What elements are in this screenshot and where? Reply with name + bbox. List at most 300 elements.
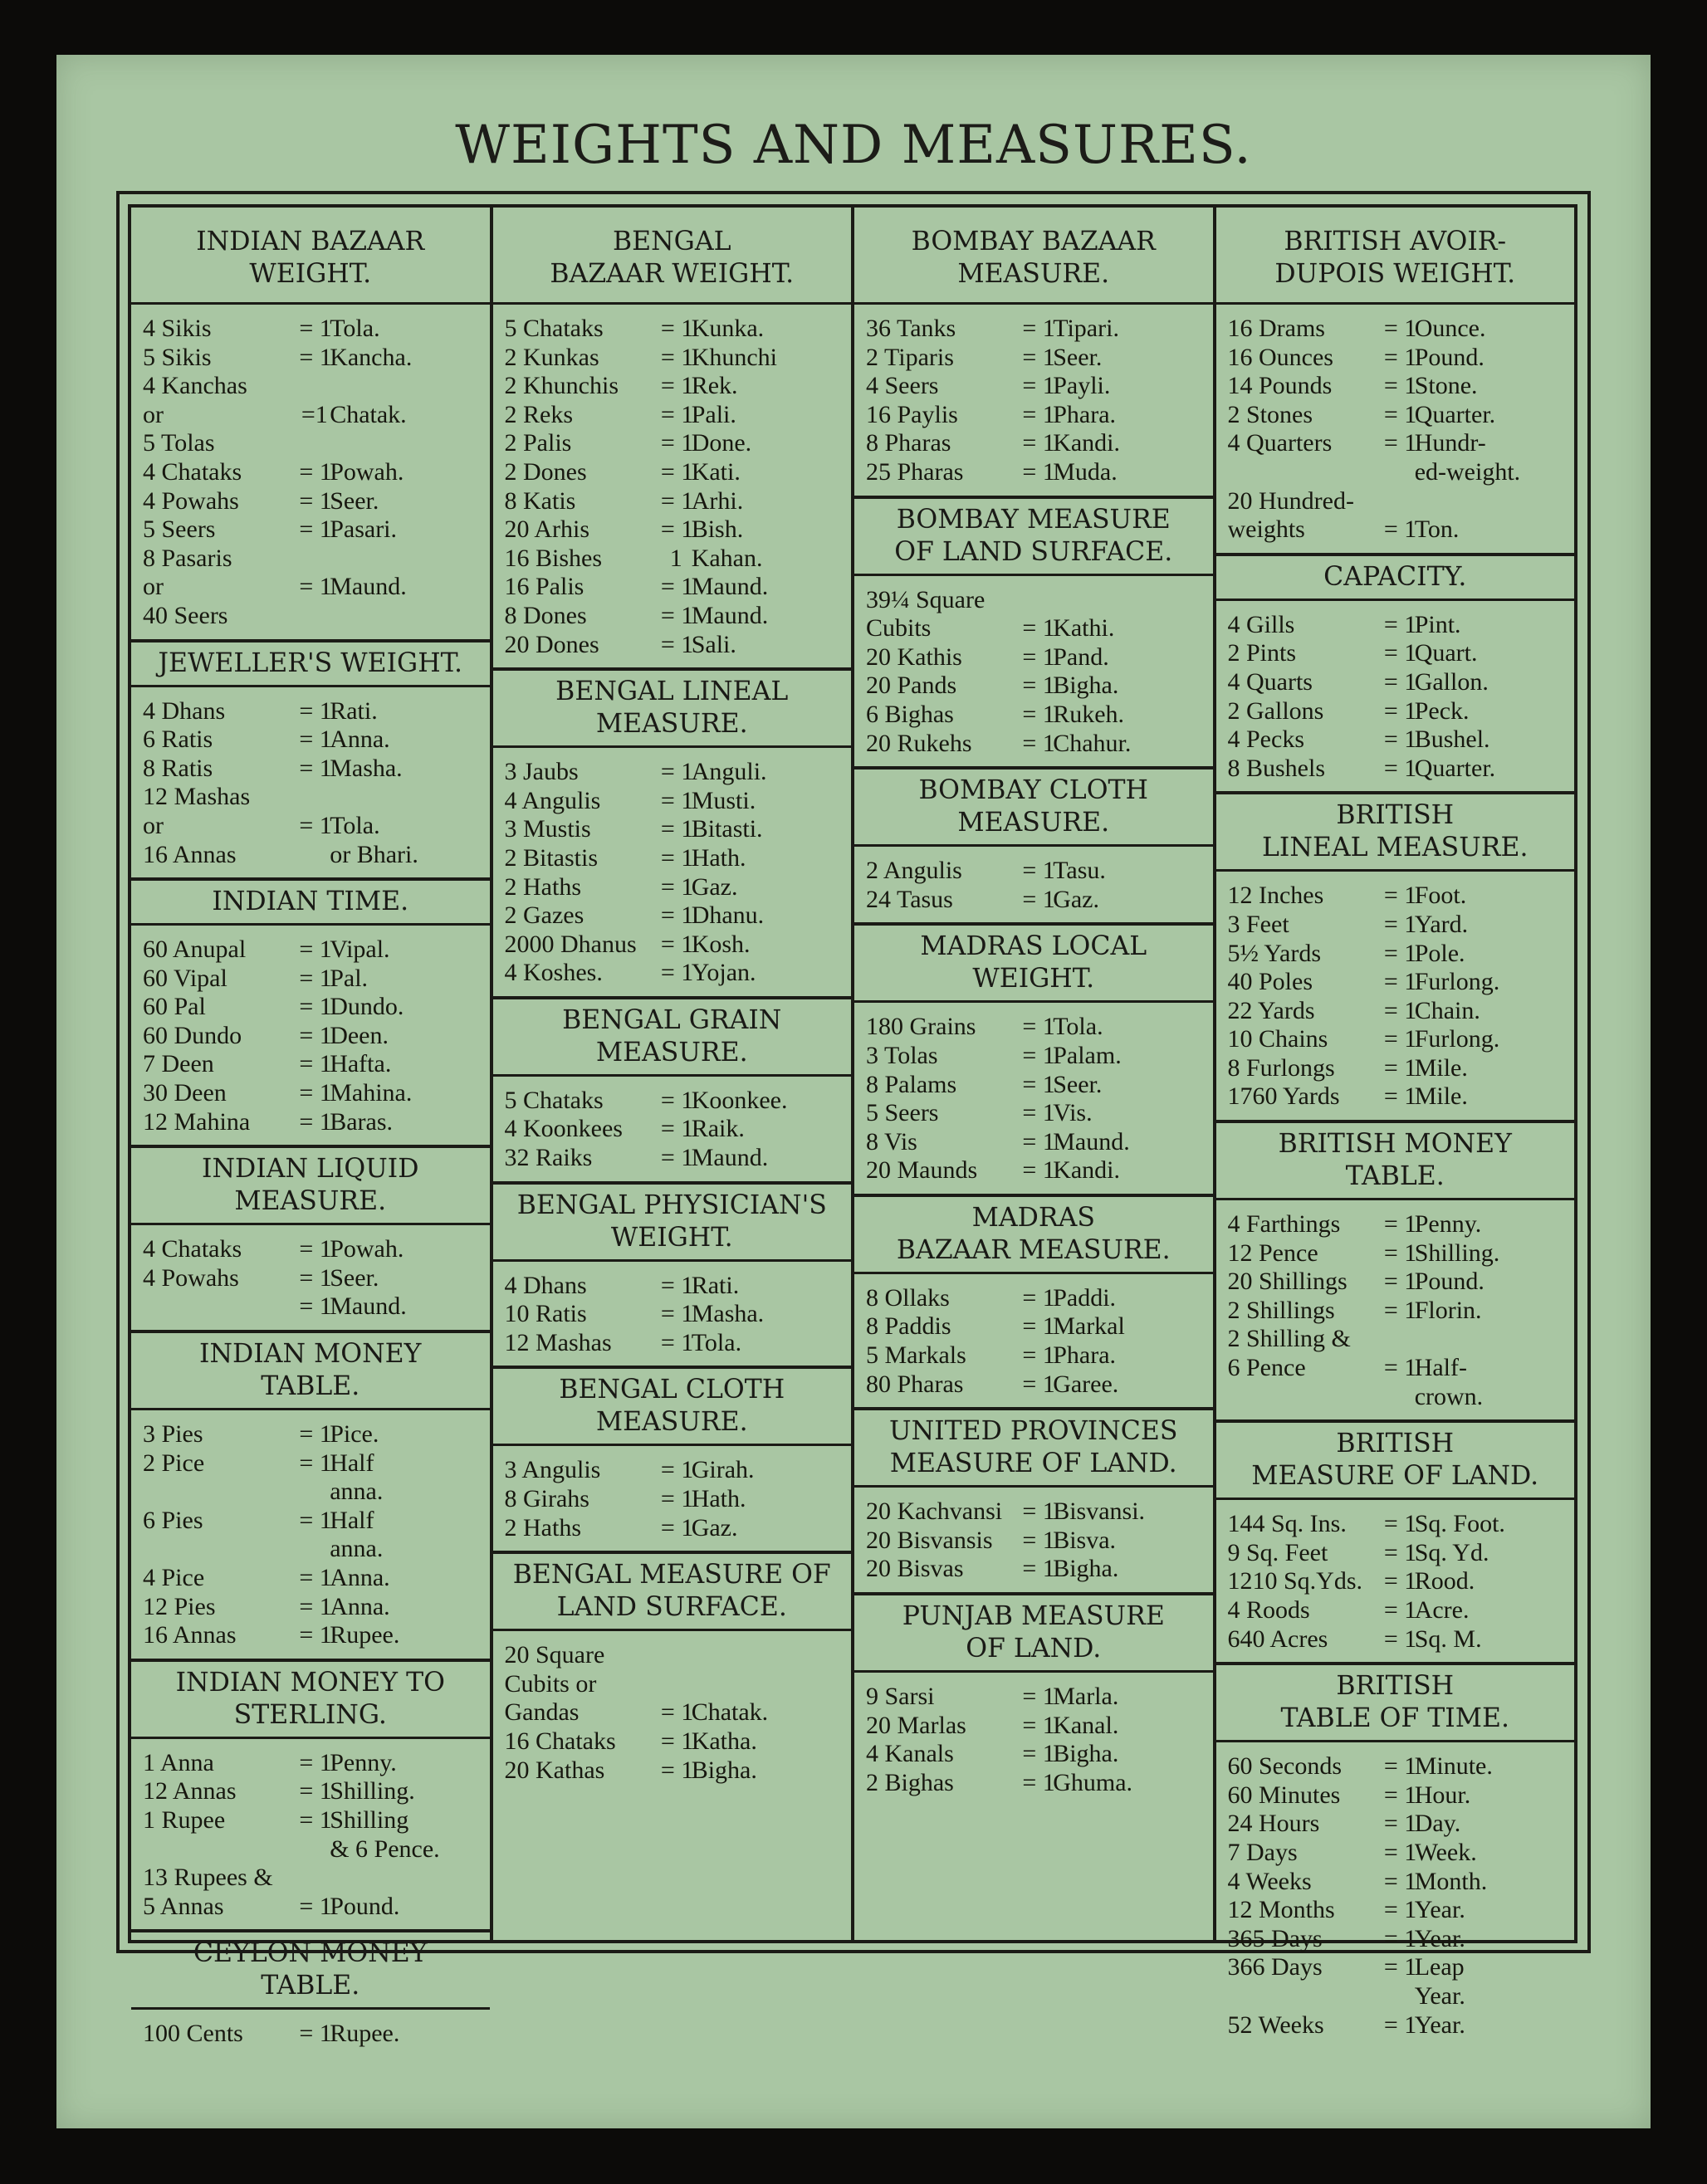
table-row — [866, 401, 1206, 430]
row-quantity: 2 Pints — [1227, 639, 1297, 667]
row-unit: Done. — [691, 429, 752, 457]
row-unit — [1053, 586, 1206, 615]
table-body — [854, 576, 1213, 770]
table-row — [866, 1099, 1206, 1128]
row-equals: = 1 — [660, 872, 694, 901]
table-row — [1228, 997, 1568, 1026]
table-header-line: BENGAL GRAIN — [562, 1004, 782, 1035]
row-equals: = 1 — [1383, 429, 1417, 457]
row-quantity: 12 Mahina — [143, 1107, 251, 1136]
table-body — [1216, 1742, 1575, 2048]
page-title: WEIGHTS AND MEASURES. — [455, 115, 1252, 176]
table-row — [143, 1806, 483, 1835]
row-quantity: 6 Pence — [1227, 1354, 1306, 1382]
row-quantity: or — [143, 811, 164, 839]
table-header — [1216, 556, 1575, 601]
table-row — [1228, 639, 1568, 668]
row-equals: = 1 — [1383, 1596, 1417, 1624]
row-quantity: 2 Gazes — [504, 901, 584, 930]
row-quantity: 60 Anupal — [143, 936, 247, 964]
row-quantity: 4 Chataks — [143, 1235, 242, 1263]
table-row — [1228, 1325, 1568, 1354]
row-quantity: 5 Chataks — [504, 1086, 604, 1114]
measure-table — [1216, 208, 1575, 556]
row-unit — [1415, 1325, 1568, 1354]
row-quantity: 8 Paddis — [866, 1312, 951, 1341]
row-equals: = 1 — [660, 1756, 694, 1784]
row-quantity: 2 Palis — [504, 429, 572, 457]
row-unit: Yard. — [1414, 910, 1469, 938]
row-equals — [299, 841, 330, 870]
row-unit: Kunka. — [691, 315, 765, 342]
row-quantity: 20 Rukehs — [866, 729, 972, 757]
row-quantity: 12 Pence — [1227, 1239, 1318, 1267]
row-quantity: 20 Square — [504, 1641, 605, 1669]
row-unit: Masha. — [330, 754, 403, 782]
row-unit: Year. — [1414, 1981, 1465, 2010]
table-header — [493, 1369, 852, 1446]
row-unit: Bigha. — [691, 1756, 757, 1784]
row-equals: = 1 — [1022, 1041, 1055, 1069]
row-equals — [1384, 1325, 1415, 1354]
table-row — [143, 1449, 483, 1478]
row-unit: Markal — [1053, 1312, 1125, 1341]
row-equals: = 1 — [1022, 343, 1055, 371]
table-row — [143, 783, 483, 812]
table-row — [1228, 1982, 1568, 2011]
row-equals: = 1 — [1022, 729, 1055, 757]
table-row — [866, 672, 1206, 701]
table-row — [143, 344, 483, 373]
row-equals — [661, 1670, 692, 1699]
row-equals: = 1 — [1383, 1924, 1417, 1952]
row-unit: Ounce. — [1414, 315, 1486, 342]
row-quantity: 4 Pecks — [1227, 726, 1304, 754]
table-header-line: WEIGHT. — [972, 964, 1095, 994]
row-quantity: 32 Raiks — [504, 1144, 593, 1172]
row-quantity: Gandas — [504, 1698, 580, 1727]
table-header-line: BRITISH — [1336, 800, 1455, 831]
table-row — [866, 1370, 1206, 1400]
row-quantity: 20 Shillings — [1227, 1268, 1348, 1296]
row-quantity: 8 Bushels — [1227, 754, 1326, 782]
row-quantity: 1 Rupee — [143, 1805, 226, 1834]
table-header-line: MEASURE. — [957, 808, 1110, 838]
table-row — [143, 602, 483, 631]
row-quantity: 24 Tasus — [866, 885, 953, 913]
row-unit: & 6 Pence. — [330, 1835, 440, 1863]
table-body — [1216, 872, 1575, 1123]
row-equals: = 1 — [1383, 1053, 1417, 1082]
row-quantity: 3 Feet — [1227, 910, 1289, 938]
row-unit: Minute. — [1414, 1752, 1493, 1781]
table-row — [143, 965, 483, 994]
measure-table — [131, 1333, 490, 1662]
row-quantity: 4 Pice — [143, 1564, 205, 1591]
row-unit: Furlong. — [1414, 968, 1500, 996]
table-header — [1216, 1423, 1575, 1500]
table-header — [854, 208, 1213, 305]
row-unit: crown. — [1414, 1382, 1484, 1410]
row-quantity: 1 Anna — [143, 1748, 214, 1776]
table-header-line: MEASURE OF LAND. — [1251, 1461, 1539, 1492]
row-quantity: 12 Months — [1227, 1896, 1335, 1924]
table-row — [866, 344, 1206, 373]
row-quantity: 4 Koonkees — [504, 1115, 623, 1143]
row-equals: = 1 — [1383, 1810, 1417, 1838]
row-unit: ed-weight. — [1414, 457, 1521, 486]
table-row — [1228, 2011, 1568, 2040]
table-row — [143, 755, 483, 784]
table-row — [143, 1535, 483, 1564]
row-unit — [330, 429, 482, 458]
row-unit: Quart. — [1414, 639, 1478, 667]
measures-grid — [128, 204, 1577, 2048]
table-row — [505, 487, 845, 516]
table-row — [505, 758, 845, 787]
row-quantity: 4 Sikis — [143, 315, 212, 342]
row-unit: anna. — [330, 1478, 384, 1506]
row-equals: = 1 — [1383, 996, 1417, 1024]
table-header-line: CEYLON MONEY — [193, 1938, 428, 1969]
row-equals — [299, 783, 330, 812]
row-equals: = 1 — [1022, 315, 1055, 342]
table-row — [1228, 1868, 1568, 1897]
table-body — [493, 748, 852, 999]
row-equals: = 1 — [1383, 1296, 1417, 1324]
row-unit: Koonkee. — [691, 1086, 788, 1114]
row-equals: = 1 — [1022, 1370, 1055, 1398]
row-equals: = 1 — [299, 1748, 332, 1776]
row-equals: = 1 — [1022, 457, 1055, 486]
table-row — [143, 1264, 483, 1293]
table-row — [1228, 697, 1568, 726]
row-quantity: 8 Ratis — [143, 754, 213, 782]
table-row — [866, 1312, 1206, 1341]
row-quantity: 20 Dones — [504, 630, 599, 658]
table-row — [505, 959, 845, 988]
row-unit: Vis. — [1053, 1099, 1093, 1127]
row-quantity: 5 Markals — [866, 1341, 966, 1370]
row-equals: = 1 — [299, 573, 332, 601]
table-header — [493, 1185, 852, 1262]
table-header-line: INDIAN MONEY — [199, 1339, 422, 1370]
row-equals: = 1 — [299, 1079, 332, 1107]
row-quantity: 5 Chataks — [504, 315, 604, 342]
row-quantity: 13 Rupees & — [143, 1864, 273, 1892]
row-equals: = 1 — [1022, 1683, 1055, 1711]
table-row — [505, 515, 845, 545]
row-unit: Tola. — [1053, 1013, 1103, 1041]
row-quantity: 4 Chataks — [143, 457, 242, 486]
table-header — [493, 671, 852, 748]
table-row — [866, 315, 1206, 344]
table-header-line: TABLE. — [261, 1971, 360, 2001]
row-equals: = 1 — [299, 726, 332, 754]
table-row — [143, 2020, 483, 2049]
row-equals: = 1 — [1022, 1283, 1055, 1312]
table-header-line: BOMBAY BAZAAR — [911, 227, 1156, 257]
row-unit: Shilling — [330, 1805, 409, 1834]
table-header-line: BENGAL CLOTH — [559, 1375, 785, 1405]
row-unit: Florin. — [1414, 1296, 1482, 1324]
table-row — [866, 458, 1206, 487]
row-unit: Penny. — [1414, 1210, 1482, 1239]
row-quantity: 25 Pharas — [866, 457, 964, 486]
row-unit: Week. — [1414, 1838, 1477, 1866]
row-equals: = 1 — [299, 1506, 332, 1534]
row-unit: Day. — [1414, 1810, 1461, 1838]
row-quantity: 100 Cents — [143, 2020, 243, 2048]
row-equals: = 1 — [299, 1292, 332, 1321]
row-unit: Mile. — [1414, 1053, 1468, 1082]
row-unit: or Bhari. — [330, 840, 418, 868]
row-equals: = 1 — [1383, 696, 1417, 725]
table-row — [143, 697, 483, 726]
table-row — [866, 1740, 1206, 1769]
table-row — [505, 1329, 845, 1358]
row-quantity: 2 Bitastis — [504, 843, 599, 872]
row-quantity: 1210 Sq.Yds. — [1227, 1567, 1363, 1595]
row-unit: Tola. — [330, 315, 380, 342]
table-row — [143, 1864, 483, 1893]
row-quantity: 4 Seers — [866, 372, 939, 400]
row-quantity — [143, 1478, 299, 1507]
measure-table — [854, 499, 1213, 770]
row-equals: = 1 — [1022, 1312, 1055, 1341]
table-body — [493, 1631, 852, 1940]
table-row — [505, 1485, 845, 1514]
row-quantity: 4 Dhans — [143, 696, 226, 725]
table-row — [866, 1156, 1206, 1185]
measure-table — [131, 208, 490, 642]
row-unit: Bisvansi. — [1053, 1498, 1146, 1526]
row-unit — [692, 1670, 844, 1699]
row-unit: Gaz. — [1053, 885, 1099, 913]
row-equals: = 1 — [1383, 315, 1417, 342]
row-unit: Chain. — [1414, 996, 1480, 1024]
row-unit: Sali. — [691, 630, 736, 658]
row-quantity: 2 Tiparis — [866, 343, 954, 371]
table-row — [866, 1527, 1206, 1556]
table-row — [143, 1108, 483, 1137]
row-quantity: 5 Tolas — [143, 429, 215, 457]
row-quantity: 16 Chataks — [504, 1727, 616, 1755]
column-1 — [131, 208, 493, 2048]
row-equals: = 1 — [660, 930, 694, 958]
table-row — [1228, 611, 1568, 640]
table-header-line: INDIAN LIQUID — [202, 1154, 419, 1185]
row-quantity: 2 Dones — [504, 457, 587, 486]
row-unit: Maund. — [330, 573, 407, 601]
row-quantity: 12 Annas — [143, 1777, 237, 1805]
table-body — [854, 1488, 1213, 1595]
row-quantity: 20 Hundred- — [1227, 486, 1354, 515]
table-row — [143, 936, 483, 965]
row-unit: Pound. — [330, 1892, 400, 1920]
table-row — [1228, 401, 1568, 430]
row-quantity: 14 Pounds — [1227, 372, 1333, 400]
table-row — [866, 1071, 1206, 1100]
row-unit: Masha. — [691, 1300, 765, 1328]
row-quantity: 9 Sq. Feet — [1227, 1538, 1328, 1566]
table-row — [505, 401, 845, 430]
row-unit: Sq. Yd. — [1414, 1538, 1489, 1566]
row-equals: = 1 — [299, 1564, 332, 1591]
table-row — [1228, 515, 1568, 545]
row-equals: = 1 — [1383, 939, 1417, 967]
row-unit: Month. — [1414, 1867, 1488, 1895]
table-header-line: LAND SURFACE. — [556, 1592, 787, 1623]
row-unit: Anna. — [330, 726, 390, 754]
row-unit: Tasu. — [1053, 857, 1106, 885]
table-row — [1228, 1082, 1568, 1112]
row-equals: = 1 — [660, 1086, 694, 1114]
table-header — [131, 881, 490, 926]
row-unit: Anna. — [330, 1564, 390, 1591]
row-quantity: Cubits — [866, 614, 932, 642]
row-equals: = 1 — [299, 486, 332, 515]
row-equals: = 1 — [1383, 1239, 1417, 1267]
table-row — [1228, 1539, 1568, 1568]
row-equals: = 1 — [299, 754, 332, 782]
row-equals: = 1 — [299, 1107, 332, 1136]
table-row — [505, 844, 845, 873]
table-row — [143, 372, 483, 401]
table-row — [1228, 1781, 1568, 1810]
table-row — [143, 1593, 483, 1622]
row-quantity: 20 Arhis — [504, 515, 590, 544]
row-equals: = 1 — [1383, 754, 1417, 782]
table-row — [1228, 429, 1568, 458]
row-quantity: 4 Farthings — [1227, 1210, 1341, 1239]
row-unit: Hundr- — [1414, 429, 1486, 457]
row-quantity: 3 Jaubs — [504, 758, 579, 786]
row-unit: Pali. — [691, 400, 736, 428]
table-row — [1228, 1510, 1568, 1539]
row-quantity: 20 Kathas — [504, 1756, 605, 1784]
row-unit: Kanal. — [1053, 1711, 1119, 1739]
row-unit: Kahan. — [691, 544, 763, 572]
row-equals: = 1 — [660, 1513, 694, 1542]
row-unit: Ghuma. — [1053, 1768, 1133, 1796]
table-header — [854, 1595, 1213, 1673]
row-quantity: 7 Days — [1227, 1838, 1298, 1866]
row-unit: anna. — [330, 1535, 384, 1563]
table-body — [1216, 305, 1575, 556]
table-row — [505, 1641, 845, 1670]
table-row — [866, 886, 1206, 915]
measure-table — [1216, 794, 1575, 1123]
row-quantity: 2 Gallons — [1227, 696, 1324, 725]
table-row — [866, 372, 1206, 401]
row-quantity: 12 Mashas — [143, 783, 251, 811]
row-equals: 1 — [669, 544, 682, 572]
row-unit: Half- — [1414, 1354, 1467, 1382]
table-row — [505, 1115, 845, 1144]
table-header-line: OF LAND. — [966, 1634, 1102, 1664]
row-unit: Seer. — [330, 486, 379, 515]
row-unit: Powah. — [330, 1235, 404, 1263]
table-header-line: MADRAS LOCAL — [920, 931, 1147, 962]
row-unit: Quarter. — [1414, 400, 1496, 428]
row-equals: = 1 — [1022, 1768, 1055, 1796]
measure-table — [493, 1369, 852, 1554]
row-quantity: 4 Powahs — [143, 486, 239, 515]
table-row — [143, 1749, 483, 1778]
row-quantity: 4 Quarts — [1227, 667, 1313, 696]
table-row — [1228, 882, 1568, 911]
row-equals: = 1 — [660, 1144, 694, 1172]
row-unit: Kathi. — [1053, 614, 1115, 642]
measure-table — [131, 1148, 490, 1333]
table-body — [493, 1077, 852, 1185]
measure-table — [493, 1185, 852, 1370]
row-unit: Khunchi — [691, 343, 778, 371]
row-unit: Rupee. — [330, 1621, 400, 1649]
table-body — [493, 305, 852, 671]
row-quantity: 8 Dones — [504, 601, 587, 629]
row-equals — [299, 372, 330, 401]
row-equals: = 1 — [299, 811, 332, 839]
row-quantity: 60 Dundo — [143, 1021, 242, 1049]
row-quantity: 3 Tolas — [866, 1041, 938, 1069]
row-equals: = 1 — [1383, 1953, 1417, 1981]
row-quantity: 8 Pharas — [866, 429, 951, 457]
table-row — [1228, 487, 1568, 516]
row-equals: = 1 — [299, 993, 332, 1021]
row-unit: Year. — [1414, 1896, 1465, 1924]
row-equals: = 1 — [1022, 672, 1055, 700]
table-header — [131, 1662, 490, 1739]
table-row — [866, 1042, 1206, 1071]
row-unit: Rupee. — [330, 2020, 400, 2048]
table-row — [505, 787, 845, 816]
row-quantity: 4 Angulis — [504, 786, 601, 814]
row-unit: Yojan. — [691, 959, 756, 987]
row-quantity: 365 Days — [1227, 1924, 1323, 1952]
row-quantity: 60 Pal — [143, 993, 206, 1021]
row-quantity: 9 Sarsi — [866, 1683, 935, 1711]
row-unit — [330, 372, 482, 401]
row-unit: Baras. — [330, 1107, 394, 1136]
row-equals: = 1 — [1383, 2011, 1417, 2039]
row-equals — [299, 1835, 330, 1864]
row-equals: = 1 — [299, 1420, 332, 1449]
row-unit: Rood. — [1414, 1567, 1475, 1595]
row-quantity — [1228, 1982, 1384, 2011]
table-header-line: MEASURE. — [957, 259, 1110, 289]
row-equals: = 1 — [660, 786, 694, 814]
row-quantity: 7 Deen — [143, 1050, 214, 1078]
row-equals — [1384, 487, 1415, 516]
row-quantity: 20 Kathis — [866, 642, 962, 671]
row-unit: Mile. — [1414, 1082, 1468, 1111]
measure-table — [854, 1595, 1213, 1940]
table-row — [505, 1727, 845, 1756]
table-row — [1228, 1354, 1568, 1383]
row-equals: = 1 — [660, 429, 694, 457]
table-header-line: BENGAL LINEAL — [555, 677, 789, 707]
row-unit: Phara. — [1053, 1341, 1117, 1370]
row-quantity — [143, 1835, 299, 1864]
row-equals: = 1 — [660, 1698, 694, 1727]
table-row — [505, 602, 845, 631]
table-row — [866, 1683, 1206, 1712]
row-equals: = 1 — [660, 601, 694, 629]
table-header-line: BOMBAY MEASURE — [896, 504, 1171, 535]
row-quantity: 8 Palams — [866, 1070, 957, 1098]
